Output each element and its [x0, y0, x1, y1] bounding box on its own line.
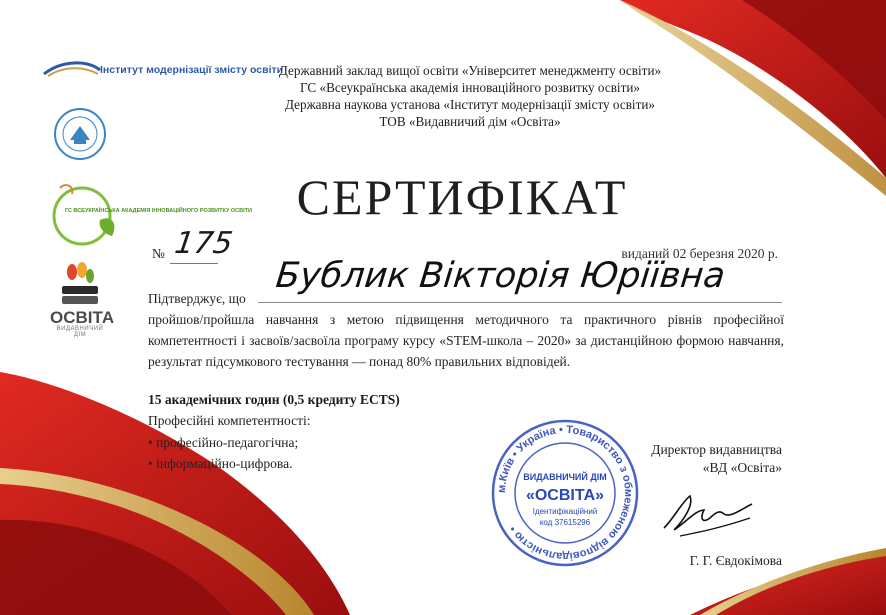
issuer-line: Державна наукова установа «Інститут модернізації змісту освіти» — [284, 97, 656, 112]
list-item: • інформаційно-цифрова. — [148, 456, 293, 471]
issuer-line: ГС «Всеукраїнська академія інноваційного розвитку освіти» — [299, 80, 641, 95]
certificate-title: СЕРТИФІКАТ — [296, 169, 628, 225]
issuer-header — [240, 62, 700, 130]
certificate-number: 175 — [172, 226, 235, 261]
stamp-line-2: «ОСВІТА» — [525, 487, 605, 504]
academy-logo-text: ГС ВСЕУКРАЇНСЬКА АКАДЕМІЯ ІННОВАЦІЙНОГО РОЗВИТКУ ОСВІТИ — [65, 208, 252, 214]
director-title — [651, 441, 782, 477]
competences-title: Професійні компетентності: — [148, 413, 311, 428]
stamp-line-1: ВИДАВНИЧИЙ ДІМ — [523, 472, 607, 482]
osvita-logo — [50, 262, 115, 338]
stamp-line-4: код 37615296 — [539, 518, 591, 527]
number-label: № — [152, 246, 165, 261]
course-description: пройшов/пройшла навчання з метою підвищення методичного та практичного рівнів професійної компетентності і засвоїв/засвоїла програму курсу «STEM-школа – 2020» за дистанційною формою навчання, результат підсумкового тестування — понад 80% правильних відповідей. — [148, 312, 784, 369]
issue-date: виданий 02 березня 2020 р. — [621, 246, 778, 261]
number-underline — [170, 263, 218, 264]
recipient-name: Бублик Вікторія Юріївна — [273, 256, 728, 296]
issuer-line: Державний заклад вищої освіти «Університет менеджменту освіти» — [278, 63, 662, 78]
list-item: • професійно-педагогічна; — [148, 435, 299, 450]
issuer-line: ТОВ «Видавничий дім «Освіта» — [379, 114, 561, 129]
signature — [660, 488, 758, 543]
osvita-logo-title: ОСВІТА — [50, 308, 115, 327]
university-emblem — [48, 106, 112, 162]
official-stamp — [490, 418, 640, 568]
institute-logo-text: Інститут модернізації змісту освіти — [100, 64, 284, 76]
institute-logo — [42, 58, 284, 80]
director-line: Директор видавництва — [651, 442, 782, 457]
osvita-logo-subtitle: ВИДАВНИЧИЙ ДІМ — [56, 326, 104, 338]
director-line: «ВД «Освіта» — [702, 460, 782, 475]
stamp-outer-text: м.Київ • Україна • Товариство з обмеженою відповідальністю • — [495, 423, 635, 563]
academic-hours: 15 академічних годин (0,5 кредиту ECTS) — [148, 392, 400, 407]
confirm-label: Підтверджує, що — [148, 291, 246, 306]
name-underline — [258, 302, 782, 303]
competences-list — [148, 432, 298, 474]
signer-name: Г. Г. Євдокімова — [689, 553, 782, 568]
stamp-line-3: Ідентифікаційний — [532, 507, 598, 516]
